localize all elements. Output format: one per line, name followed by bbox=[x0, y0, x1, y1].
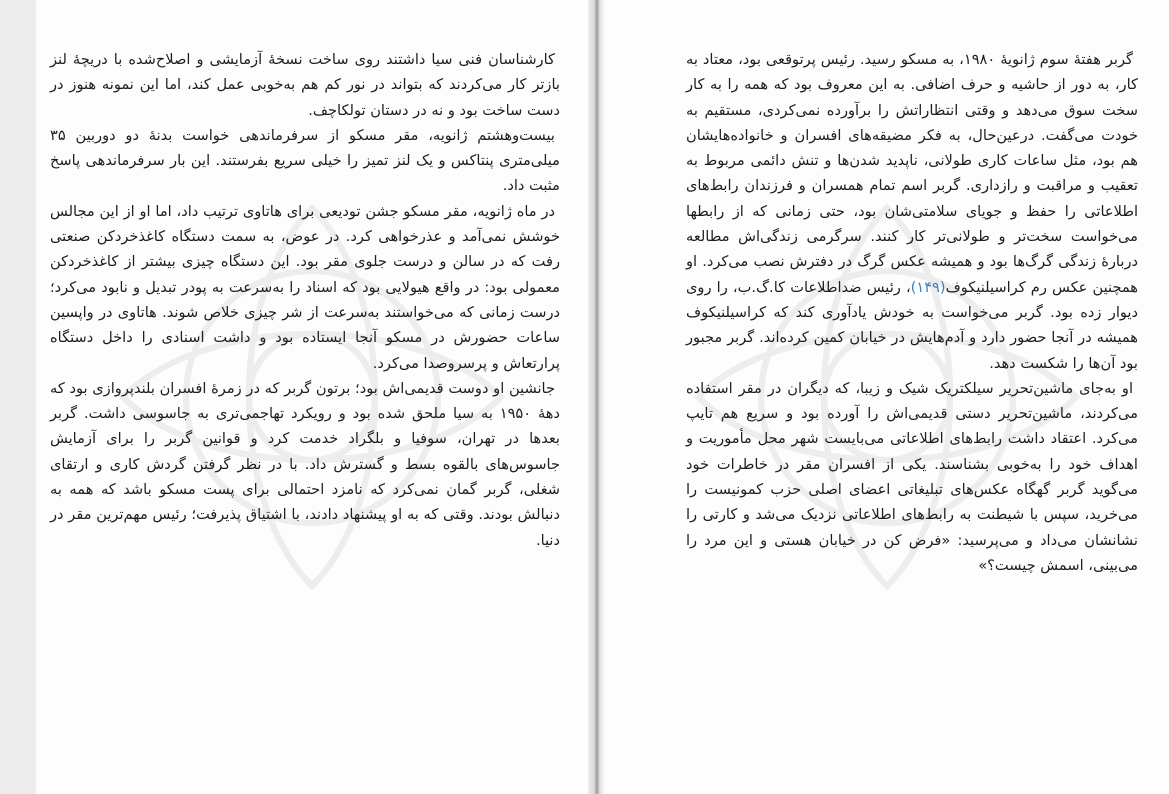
page-edge-left bbox=[0, 0, 36, 794]
paragraph: او به‌جای ماشین‌تحریر سیلکتریک شیک و زیبا، که دیگران در مقر استفاده می‌کردند، ماشین‌تحریر دستی قدیمی‌اش را آورده بود و سریع هم تایپ می‌کرد. اعتقاد داشت رابط‌های اطلاعاتی می‌بایست شهر محل مأموریت و اهداف خود را به‌خوبی بشناسند. یکی از افسران مقر در خاطرات خود می‌گوید گربر گهگاه عکس‌های تبلیغاتی اعضای اصلی حزب کمونیست را می‌خرید، سپس با شیطنت به رابط‌های اطلاعاتی نزدیک می‌شد و کارتی را نشانشان می‌داد و می‌پرسید: «فرض کن در خیابان هستی و این مرد را می‌بینی، اسمش چیست؟» bbox=[686, 379, 1138, 574]
paragraph: کارشناسان فنی سیا داشتند روی ساخت نسخهٔ آزمایشی و اصلاح‌شده با دریچهٔ لنز بازتر کار می‌کردند که بتواند در نور کم هم به‌خوبی عمل کند، اما این نمونه هنوز در دست ساخت بود و نه در دستان تولکاچف. bbox=[50, 51, 560, 119]
page-left bbox=[36, 0, 588, 794]
paragraph: بیست‌وهشتم ژانویه، مقر مسکو از سرفرماندهی خواست بدنهٔ دو دوربین ۳۵ میلی‌متری پنتاکس و یک لنز تمیز را خیلی سریع بفرستند. این بار سرفرماندهی پاسخ مثبت داد. bbox=[50, 126, 560, 195]
footnote-link[interactable]: (۱۴۹) bbox=[910, 278, 946, 296]
paragraph bbox=[686, 47, 1138, 376]
page-right bbox=[604, 0, 1169, 794]
left-page-text bbox=[50, 47, 560, 553]
paragraph-text: گربر هفتهٔ سوم ژانویهٔ ۱۹۸۰، به مسکو رسید. رئیس پرتوقعی بود، معتاد به کار، به دور از حاشیه و حرف اضافی. به این معروف بود که همه را به کار سخت سوق می‌دهد و وقتی انتظاراتش را برآورده نمی‌کردی، مستقیم به خودت می‌گفت. درعین‌حال، به فکر مضیقه‌های افسران و خانواده‌هایشان هم بود، مثل ساعات کاری طولانی، ناپدید شدن‌ها و تنش دائمی مربوط به تعقیب و مراقبت و رازداری. گربر اسم تمام همسران و فرزندان رابط‌های اطلاعاتی را حفظ و جویای سلامتی‌شان بود، حتی زمانی که از رابطها می‌خواست سخت‌تر و طولانی‌تر کار کنند. سرگرمی زندگی‌اش مطالعه دربارهٔ زندگی گرگ‌ها بود و همیشه عکس گرگ در دفترش نصب می‌کرد. او همچنین عکس رم کراسیلنیکوف bbox=[686, 51, 1138, 296]
paragraph: جانشین او دوست قدیمی‌اش بود؛ برتون گربر که در زمرهٔ افسران بلندپروازی بود که دههٔ ۱۹۵۰ به سیا ملحق شده بود و رویکرد تهاجمی‌تری به جاسوسی داشت. گربر بعدها در تهران، سوفیا و بلگراد خدمت کرد و قوانین گربر را برای آزمایش جاسوس‌های بالقوه بسط و گسترش داد. با در نظر گرفتن گردش کاری و ارتقای شغلی، گربر گمان نمی‌کرد که نامزد احتمالی برای پست مسکو باشد که همه به دنبالش بودند. وقتی که به او پیشنهاد دادند، با اشتیاق پذیرفت؛ رئیس مهم‌ترین مقر در دنیا. bbox=[50, 379, 560, 549]
paragraph: در ماه ژانویه، مقر مسکو جشن تودیعی برای هاتاوی ترتیب داد، اما او از این مجالس خوشش نمی‌آمد و عذرخواهی کرد. در عوض، به سمت دستگاه کاغذخردکن صنعتی رفت که در سالن و درست جلوی مقر بود. این دستگاه چیزی بیشتر از کاغذخردکن معمولی بود: در واقع هیولایی بود که اسناد را به‌سرعت به پودر تبدیل و نابود می‌کرد؛ درست زمانی که می‌خواستند به‌سرعت از شر چیزی خلاص شوند. هاتاوی در واپسین ساعات حضورش در مسکو آنجا ایستاده بود و داشت اسنادی را داخل دستگاه پرارتعاش و پرسروصدا می‌کرد. bbox=[50, 202, 560, 372]
book-spine bbox=[588, 0, 604, 794]
right-page-text bbox=[686, 47, 1138, 578]
paragraph-text: ، رئیس ضداطلاعات کا.گ.ب، را روی دیوار زده بود. گربر می‌خواست به خودش یادآوری کند که کراسیلنیکوف همیشه در آنجا حضور دارد و آدم‌هایش در خیابان کمین کرده‌اند. گربر مجبور بود آن‌ها را شکست دهد. bbox=[686, 278, 1138, 372]
